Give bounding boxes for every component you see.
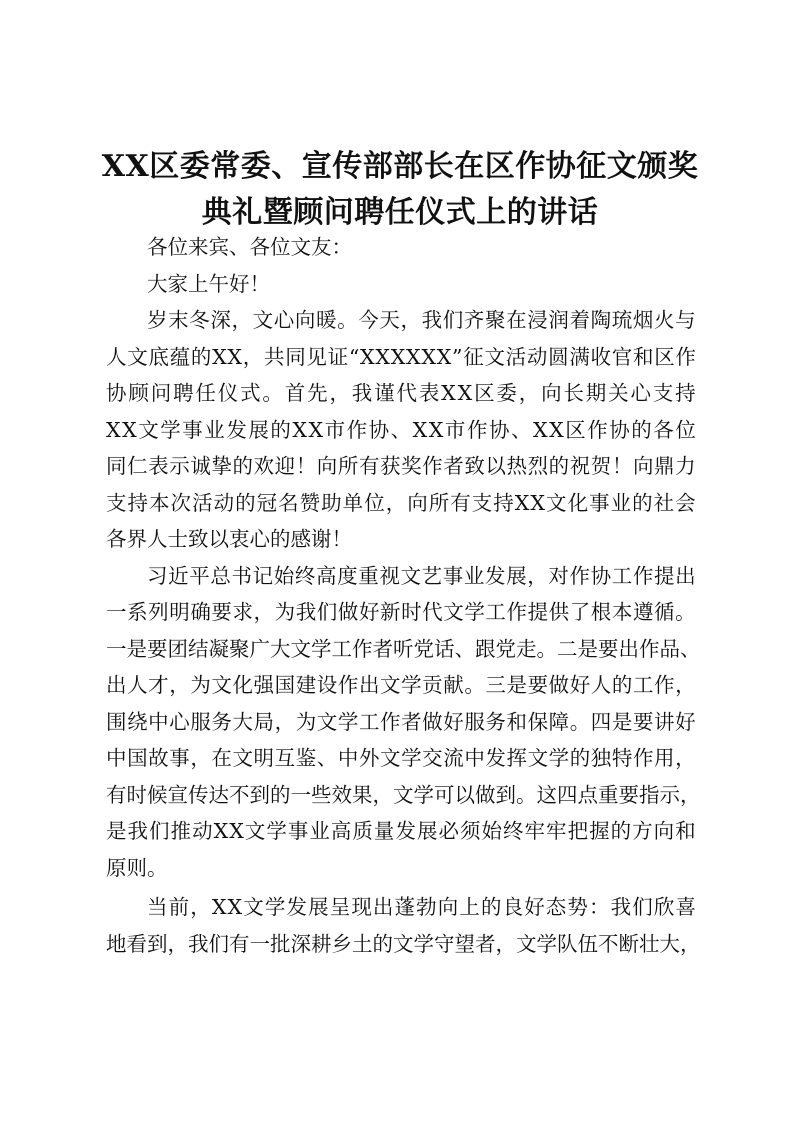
salutation: 各位来宾、各位文友： <box>147 235 352 259</box>
paragraph-1 <box>106 302 696 558</box>
paragraph-2 <box>106 558 701 887</box>
document-title <box>100 144 700 236</box>
paragraph-line: 岁 末 冬 深 ， 文 心 向 暖 。 今 天 ， 我 们 齐 聚 在 浸 润 着 陶 琉 烟 火 与 <box>147 308 696 332</box>
paragraph-line: 协 顾 问 聘 任 仪 式 。 首 先 ， 我 谨 代 表 X X 区 委 ， 向 长 期 关 心 支 持 <box>106 381 696 405</box>
paragraph-line: 围 绕 中 心 服 务 大 局 ， 为 文 学 工 作 者 做 好 服 务 和 保 障 。 四 是 要 讲 好 <box>106 709 696 734</box>
paragraph-line: 人 文 底 蕴 的 X X ， 共 同 见 证 “ X X X X X X ” 征 文 活 动 圆 满 收 官 和 区 作 <box>106 344 696 369</box>
paragraph-line: 同 仁 表 示 诚 挚 的 欢 迎 ！ 向 所 有 获 奖 作 者 致 以 热 烈 的 祝 贺 ！ 向 鼎 力 <box>106 454 696 478</box>
title-line: XX区委常委、宣传部部长在区作协征文颁奖 <box>101 149 699 184</box>
paragraph-line: 出 人 才 ， 为 文 化 强 国 建 设 作 出 文 学 贡 献 。 三 是 要 做 好 人 的 工 作 ， <box>106 673 696 697</box>
paragraph-line: 有 时 候 宣 传 达 不 到 的 一 些 效 果 ， 文 学 可 以 做 到 。 这 四 点 重 要 指 示 ， <box>106 782 701 807</box>
paragraph-line: 一 系 列 明 确 要 求 ， 为 我 们 做 好 新 时 代 文 学 工 作 提 供 了 根 本 遵 循 。 <box>106 600 696 624</box>
paragraph-line: 一 是 要 团 结 凝 聚 广 大 文 学 工 作 者 听 党 话 、 跟 党 走 。 二 是 要 出 作 品 、 <box>106 636 701 661</box>
paragraph-line: 是 我 们 推 动 X X 文 学 事 业 高 质 量 发 展 必 须 始 终 牢 牢 把 握 的 方 向 和 <box>106 819 696 843</box>
paragraph-line: 习 近 平 总 书 记 始 终 高 度 重 视 文 艺 事 业 发 展 ， 对 作 协 工 作 提 出 <box>147 563 696 588</box>
paragraph-line: 中 国 故 事 ， 在 文 明 互 鉴 、 中 外 文 学 交 流 中 发 挥 文 学 的 独 特 作 用 ， <box>106 746 696 770</box>
paragraph-line: 支 持 本 次 活 动 的 冠 名 赞 助 单 位 ， 向 所 有 支 持 X X 文 化 事 业 的 社 会 <box>106 490 696 515</box>
paragraph-line: 地 看 到 ， 我 们 有 一 批 深 耕 乡 土 的 文 学 守 望 者 ， 文 学 队 伍 不 断 壮 大 ， <box>106 931 701 956</box>
paragraph-line: 原则。 <box>106 855 168 880</box>
title-line: 典礼暨顾问聘任仪式上的讲话 <box>201 195 599 230</box>
document-body <box>106 229 701 962</box>
greeting: 大家上午好！ <box>147 271 270 296</box>
paragraph-line: 各界人士致以衷心的感谢！ <box>106 527 352 551</box>
paragraph-line: X X 文 学 事 业 发 展 的 X X 市 作 协 、 X X 市 作 协 、 X X 区 作 协 的 各 位 <box>106 417 696 442</box>
paragraph-3 <box>106 889 701 962</box>
paragraph-line: 当 前 ， X X 文 学 发 展 呈 现 出 蓬 勃 向 上 的 良 好 态 势 ： 我 们 欣 喜 <box>147 895 696 919</box>
